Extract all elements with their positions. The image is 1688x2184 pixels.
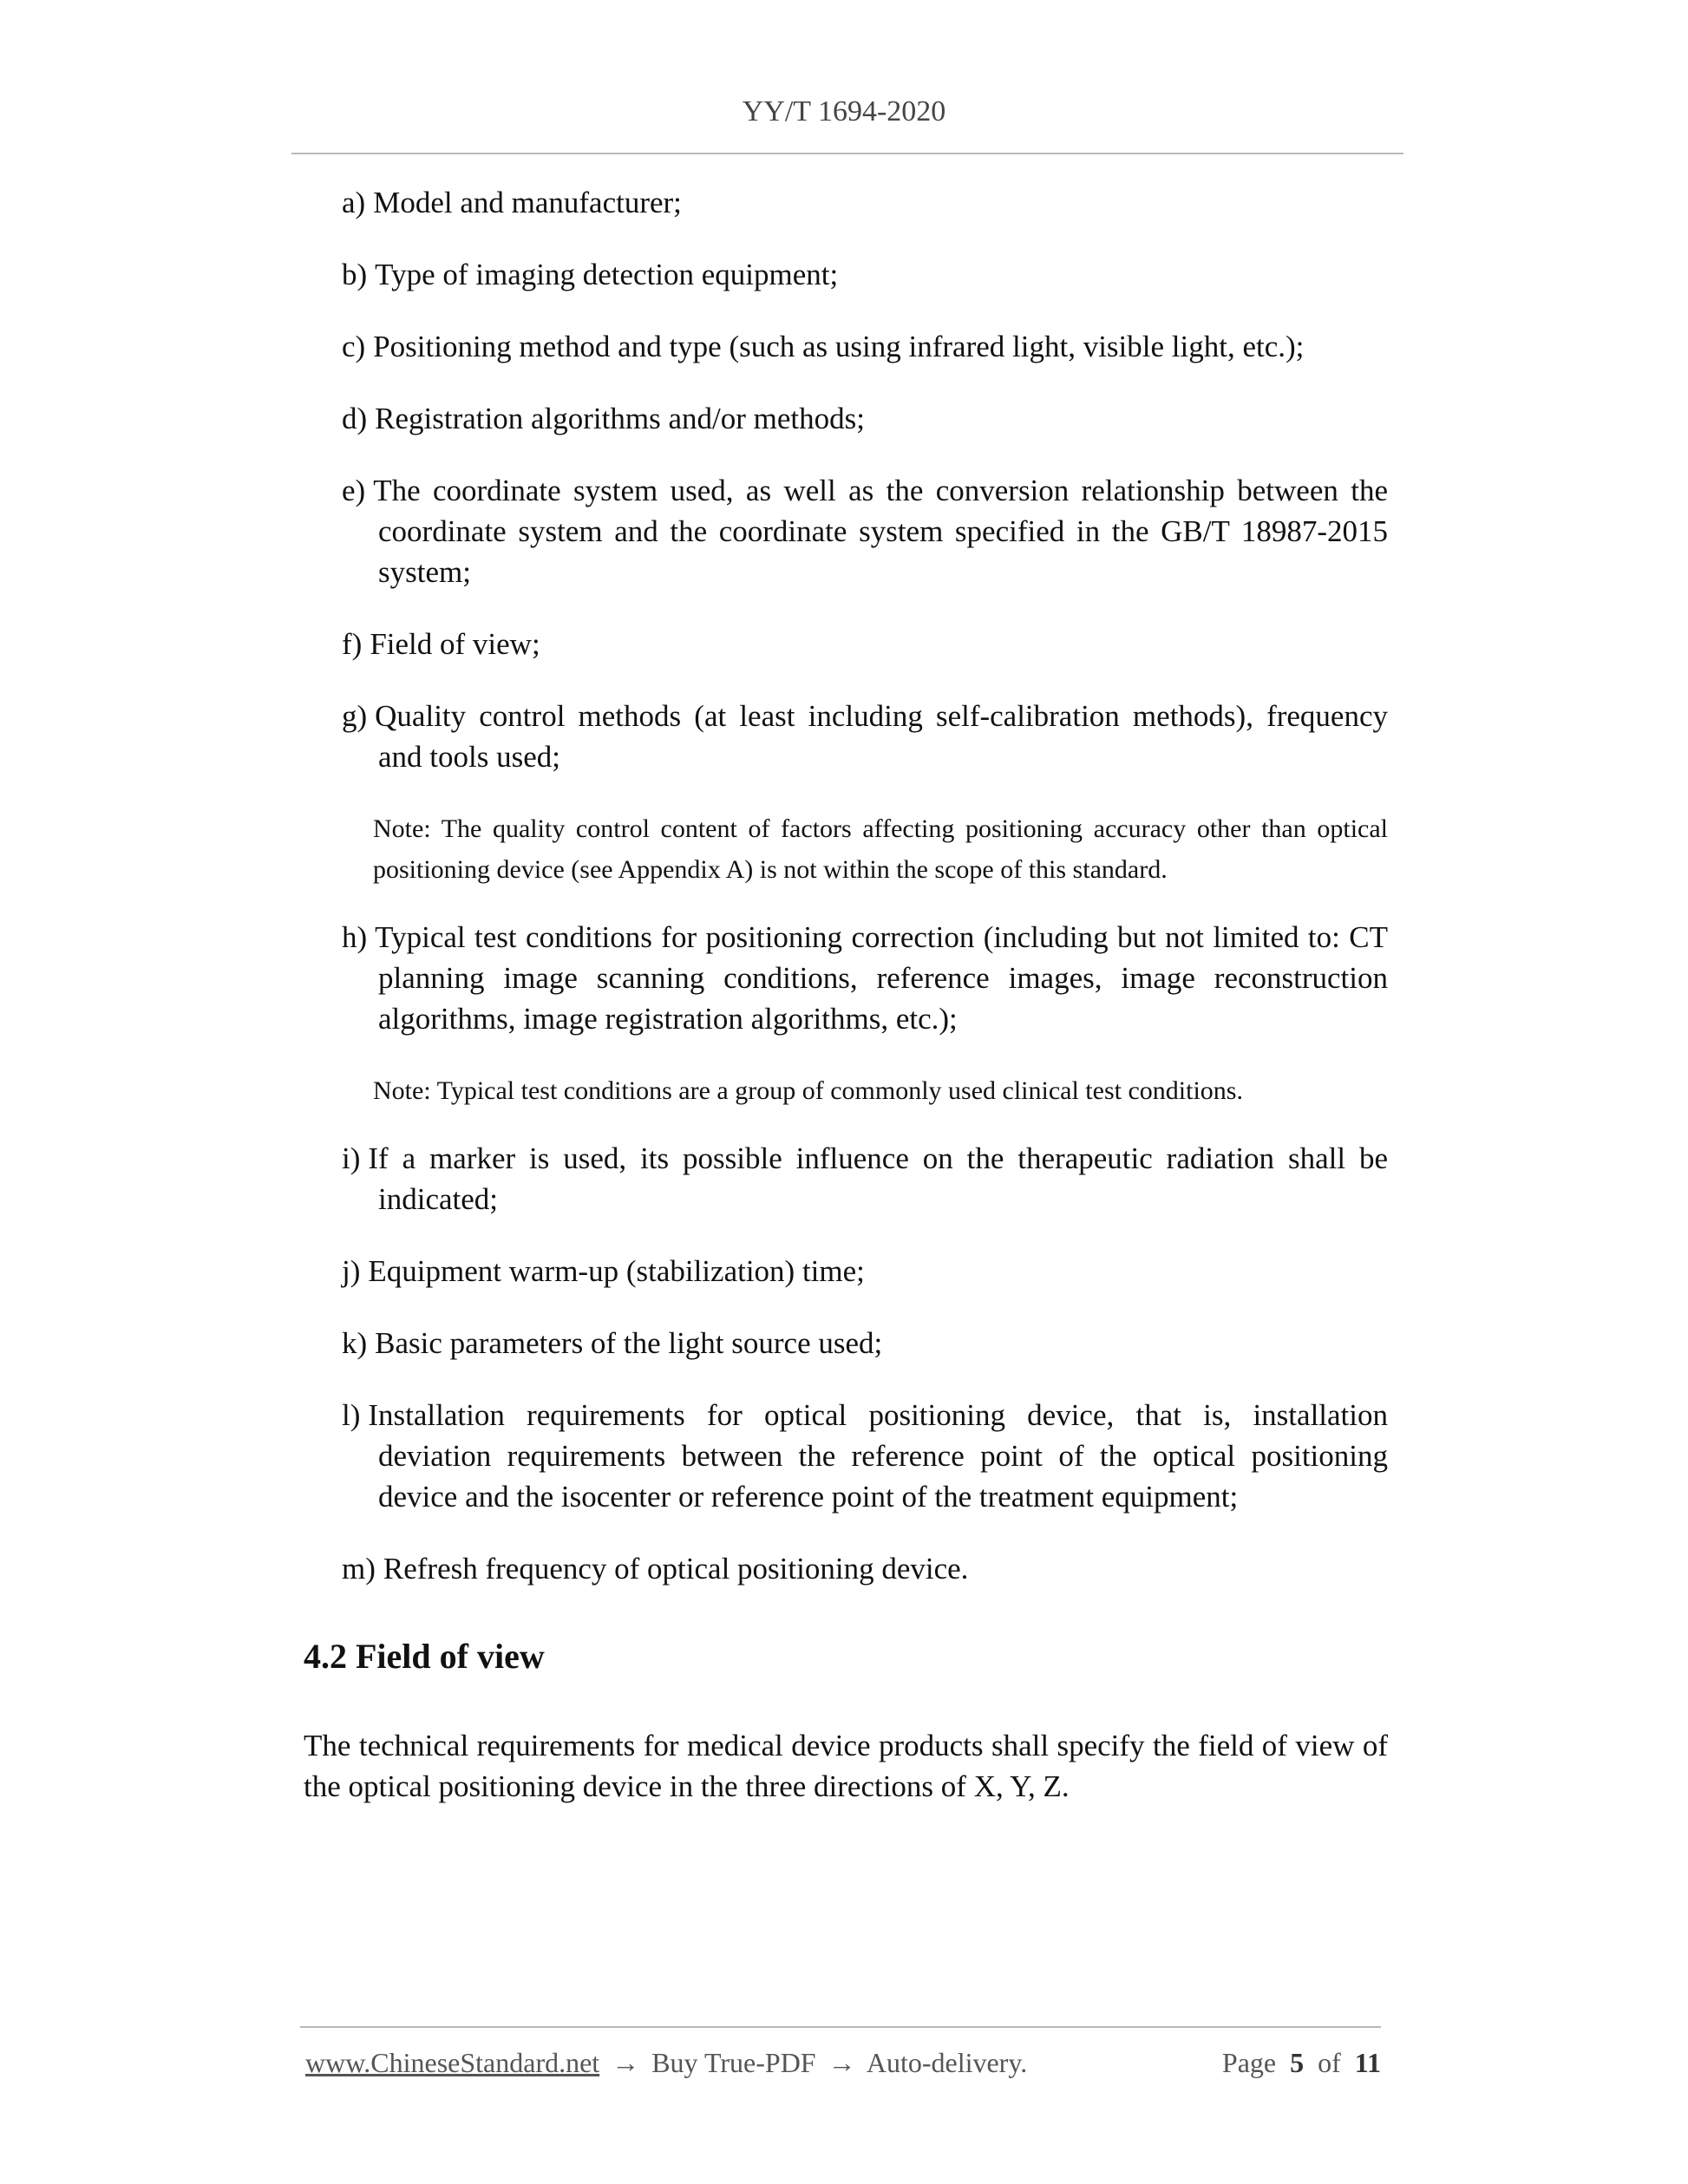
list-item-text: Basic parameters of the light source used;: [375, 1326, 883, 1360]
list-item-l: [342, 1395, 1388, 1517]
of-word: of: [1318, 2047, 1341, 2078]
page-word: Page: [1221, 2047, 1277, 2078]
header-divider: [291, 153, 1403, 154]
list-item-g: [342, 696, 1388, 777]
list-item-k: [342, 1323, 1388, 1363]
list-item-label: e): [342, 474, 366, 507]
page-number: 5: [1290, 2047, 1305, 2078]
list-item-label: g): [342, 699, 368, 733]
site-link[interactable]: www.ChineseStandard.net: [305, 2047, 600, 2078]
arrow-right-icon: →: [612, 2047, 640, 2078]
list-item-label: d): [342, 402, 368, 435]
list-item-label: a): [342, 186, 366, 219]
section-heading: 4.2 Field of view: [304, 1637, 545, 1676]
page-total: 11: [1354, 2047, 1381, 2078]
note-quality-control: Note: The quality control content of factors affecting positioning accuracy other than optical positioning device (see Appendix A) is not within the scope of this standard.: [373, 814, 1388, 884]
note-typical-test-conditions: Note: Typical test conditions are a group of commonly used clinical test conditions.: [373, 1076, 1243, 1105]
list-item-e: [342, 470, 1388, 592]
footer-divider: [300, 2026, 1381, 2028]
list-item-h: [342, 917, 1388, 1039]
page-indicator: [1222, 2047, 1381, 2079]
list-item-label: j): [342, 1254, 361, 1288]
arrow-right-icon: →: [828, 2047, 856, 2078]
list-item-text: Registration algorithms and/or methods;: [375, 402, 865, 435]
section-paragraph: The technical requirements for medical device products shall specify the field of view of the optical positioning device in the three directions of X, Y, Z.: [304, 1729, 1388, 1803]
list-item-f: [342, 624, 1388, 664]
list-item-text: Positioning method and type (such as using infrared light, visible light, etc.);: [373, 330, 1305, 363]
list-item-c: [342, 326, 1388, 367]
list-item-text: The coordinate system used, as well as the conversion relationship between the coordinate system and the coordinate system specified in the GB/T 18987-2015 system;: [373, 474, 1388, 589]
list-item-text: Refresh frequency of optical positioning device.: [383, 1552, 969, 1586]
auto-delivery-text: Auto-delivery.: [866, 2047, 1028, 2078]
list-item-text: Equipment warm-up (stabilization) time;: [368, 1254, 865, 1288]
list-item-a: [342, 182, 1388, 223]
list-item-text: Installation requirements for optical positioning device, that is, installation deviation requirements between the reference point of the optical positioning device and the isocenter or reference point of the treatment equipment;: [368, 1398, 1388, 1514]
list-item-label: m): [342, 1552, 376, 1586]
page-footer: [305, 2047, 1381, 2079]
list-item-text: Quality control methods (at least including self-calibration methods), frequency and tools used;: [375, 699, 1388, 774]
list-item-label: h): [342, 920, 368, 954]
list-item-label: k): [342, 1326, 368, 1360]
page-content: [304, 182, 1388, 1807]
list-item-label: c): [342, 330, 366, 363]
list-item-label: l): [342, 1398, 361, 1432]
list-item-text: Model and manufacturer;: [373, 186, 682, 219]
document-id-header: YY/T 1694-2020: [742, 95, 946, 128]
list-item-label: b): [342, 258, 368, 291]
list-item-text: Typical test conditions for positioning correction (including but not limited to: CT planning image scanning conditions, reference images, image reconstruction algorithms, image registration algorithms, etc.);: [375, 920, 1388, 1036]
list-item-i: [342, 1138, 1388, 1220]
list-item-label: f): [342, 627, 363, 661]
list-item-b: [342, 254, 1388, 295]
list-item-d: [342, 398, 1388, 439]
list-item-text: Type of imaging detection equipment;: [375, 258, 839, 291]
list-item-label: i): [342, 1141, 361, 1175]
list-item-text: If a marker is used, its possible influence on the therapeutic radiation shall be indicated;: [368, 1141, 1388, 1216]
footer-links: [305, 2047, 1027, 2078]
list-item-text: Field of view;: [370, 627, 540, 661]
list-item-j: [342, 1251, 1388, 1291]
list-item-m: [342, 1548, 1388, 1589]
buy-pdf-text: Buy True-PDF: [651, 2047, 816, 2078]
